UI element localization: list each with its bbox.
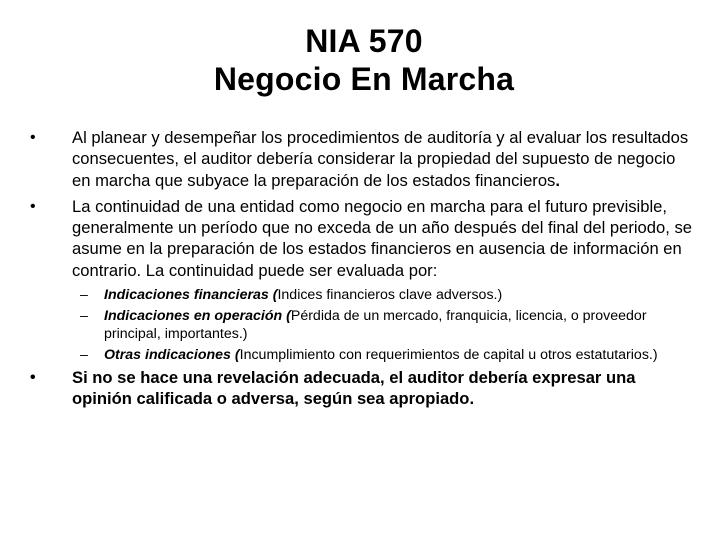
bullet-item: [30, 196, 698, 281]
sub-lead: Indicaciones financieras (: [104, 287, 278, 304]
bullet-text: Al planear y desempeñar los procedimientos de auditoría y al evaluar los resultados consecuentes, el auditor debería considerar la propiedad del supuesto de negocio en marcha que subyace la preparación de los estados financieros: [72, 128, 689, 190]
title-line-1: NIA 570: [305, 23, 423, 59]
bullet-text: Si no se hace una revelación adecuada, el auditor debería expresar una opinión calificada o adversa, según sea apropiado.: [72, 368, 636, 409]
slide-content: [30, 127, 698, 415]
bullet-marker: •: [30, 369, 36, 387]
sub-text: Indices financieros clave adversos.): [277, 287, 503, 304]
title-line-2: Negocio En Marcha: [213, 61, 515, 97]
sub-item: [30, 346, 698, 364]
sub-lead: Indicaciones en operación (: [104, 308, 291, 325]
bullet-text: La continuidad de una entidad como negocio en marcha para el futuro previsible, generalmente un período que no exceda de un año después del final del periodo, se asume en la preparación de los estados financieros en ausencia de información en contrario. La continuidad puede ser evaluada por:: [72, 196, 692, 280]
sub-marker: –: [80, 308, 88, 325]
sub-marker: –: [80, 287, 88, 304]
sub-marker: –: [80, 347, 88, 364]
bullet-tail: .: [555, 170, 560, 190]
slide-title: [0, 22, 728, 98]
bullet-item: [30, 367, 698, 410]
bullet-marker: •: [30, 197, 36, 215]
sub-lead: Otras indicaciones (: [104, 347, 240, 364]
sub-item: [30, 307, 698, 343]
sub-item: [30, 286, 698, 304]
bullet-marker: •: [30, 129, 36, 146]
bullet-item: [30, 127, 698, 191]
sub-text: Incumplimiento con requerimientos de capital u otros estatutarios.): [239, 347, 658, 364]
sub-text: Pérdida de un mercado, franquicia, licencia, o proveedor principal, importantes.): [104, 308, 647, 343]
